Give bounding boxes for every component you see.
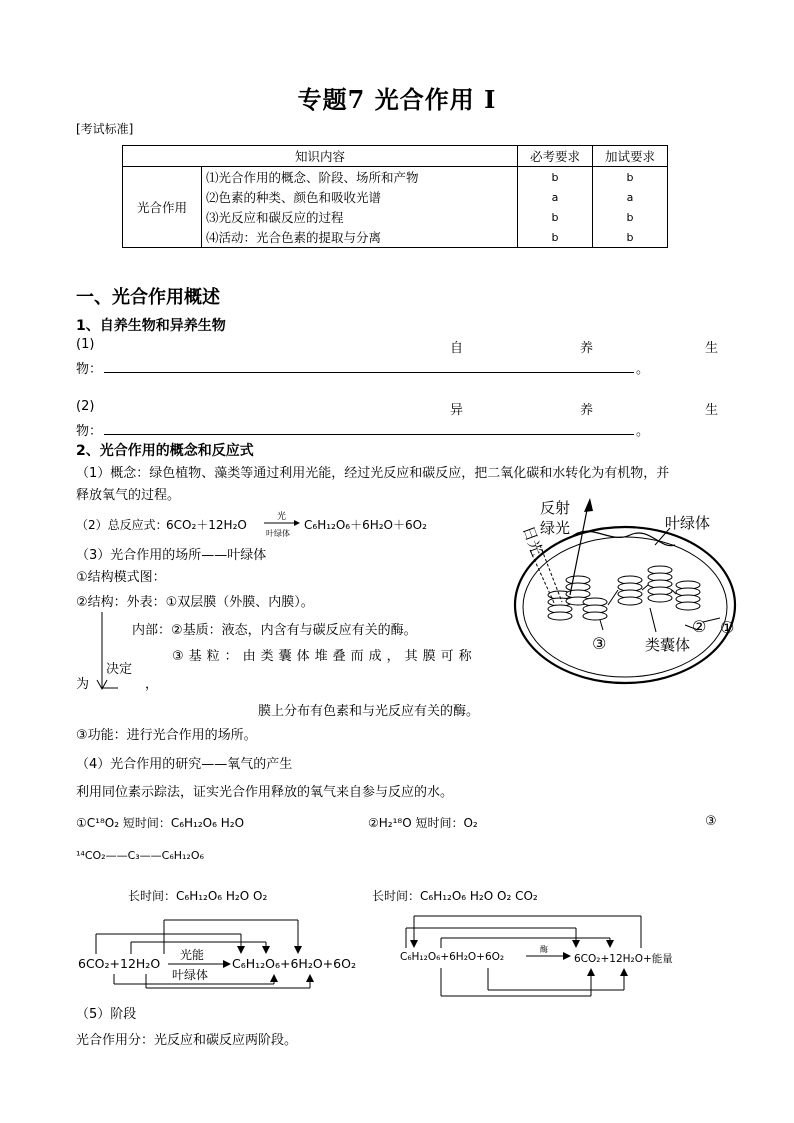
- label-chloroplast: 叶绿体: [665, 514, 711, 532]
- equation-right: C₆H₁₂O₆＋6H₂O＋6O₂: [304, 518, 427, 532]
- chloroplast-diagram: [500, 490, 750, 690]
- question-1-num: (1): [76, 337, 95, 352]
- function-line: ③功能：进行光合作用的场所。: [76, 728, 257, 743]
- long-time-2: 长时间：C₆H₁₂O₆ H₂O O₂ CO₂: [372, 889, 538, 903]
- diagram1-over: 光能: [180, 948, 205, 962]
- structure-outer: ②结构：外表：①双层膜（外膜、内膜）。: [76, 595, 314, 610]
- concept-line: （1）概念：绿色植物、藻类等通过利用光能，经过光反应和碳反应，把二氧化碳和水转化为有机物，并: [76, 466, 670, 481]
- site-heading: （3）光合作用的场所——叶绿体: [76, 548, 267, 563]
- question-2-period: 。: [636, 424, 650, 439]
- diagram2-left: C₆H₁₂O₆+6H₂O+6O₂: [400, 951, 505, 963]
- experiment-3: ③: [705, 814, 717, 829]
- photosynthesis-diagram: [76, 912, 366, 992]
- label-n1: ①: [720, 618, 735, 637]
- question-1-word-b: 养: [580, 341, 594, 356]
- long-time-1: 长时间：C₆H₁₂O₆ H₂O O₂: [128, 889, 268, 903]
- question-1-end: 物：: [76, 362, 103, 377]
- equation-under: 叶绿体: [266, 529, 290, 538]
- diagram2-over: 酶: [540, 945, 548, 954]
- question-2-word-a: 异: [450, 403, 464, 418]
- table-row-extra: a: [593, 187, 668, 207]
- table-row-required: b: [518, 207, 593, 227]
- answer-blank[interactable]: [104, 434, 634, 435]
- diagram1-left: 6CO₂+12H₂O: [78, 956, 161, 971]
- section-heading: 一、光合作用概述: [76, 287, 220, 308]
- grana-line-2: 膜上分布有色素和与光反应有关的酶。: [258, 704, 480, 719]
- label-n2: ②: [692, 617, 707, 636]
- table-header-extra: 加试要求: [593, 146, 668, 167]
- stage-line: 光合作用分：光反应和碳反应两阶段。: [76, 1033, 298, 1048]
- structure-model: ①结构模式图：: [76, 570, 166, 585]
- label-sunlight: 日光: [518, 523, 547, 558]
- table-row-required: b: [518, 167, 593, 188]
- label-n3: ③: [592, 634, 607, 653]
- decide-arrow: [90, 610, 120, 692]
- equation-over: 光: [277, 512, 287, 522]
- question-1-word-c: 生: [705, 341, 719, 356]
- table-row-extra: b: [593, 207, 668, 227]
- question-2-word-c: 生: [705, 403, 719, 418]
- experiment-2: ②H₂¹⁸O 短时间：O₂: [368, 816, 478, 830]
- subsection-heading: 1、自养生物和异养生物: [76, 318, 226, 334]
- research-heading: （4）光合作用的研究——氧气的产生: [76, 757, 293, 772]
- table-row-content: ⑷活动：光合色素的提取与分离: [202, 227, 518, 248]
- equation-left: 6CO₂＋12H₂O: [166, 518, 247, 532]
- table-row-required: a: [518, 187, 593, 207]
- label-thylakoid: 类囊体: [645, 636, 691, 654]
- exam-standard-label: [考试标准]: [76, 122, 134, 136]
- equation-label: （2）总反应式：: [76, 518, 168, 532]
- page-title: 专题7 光合作用 Ⅰ: [297, 85, 497, 114]
- stage-heading: （5）阶段: [76, 1007, 137, 1022]
- isotope-line: 利用同位素示踪法，证实光合作用释放的氧气来自参与反应的水。: [76, 785, 454, 800]
- concept-line: 释放氧气的过程。: [76, 488, 181, 503]
- experiment-1: ①C¹⁸O₂ 短时间：C₆H₁₂O₆ H₂O: [76, 816, 245, 830]
- grana-line: ③基粒：由类囊体堆叠而成，其膜可称: [172, 649, 477, 664]
- diagram1-right: C₆H₁₂O₆+6H₂O+6O₂: [232, 956, 356, 971]
- question-1-period: 。: [636, 362, 650, 377]
- question-1-word-a: 自: [450, 341, 464, 356]
- question-2-num: (2): [76, 399, 95, 414]
- table-row-content: ⑶光反应和碳反应的过程: [202, 207, 518, 227]
- table-row-content: ⑴光合作用的概念、阶段、场所和产物: [202, 167, 518, 188]
- diagram2-right: 6CO₂+12H₂O+能量: [574, 953, 673, 965]
- table-row-extra: b: [593, 227, 668, 248]
- table-row-extra: b: [593, 167, 668, 188]
- table-row-content: ⑵色素的种类、颜色和吸收光谱: [202, 187, 518, 207]
- standard-table: [122, 145, 668, 248]
- subsection-heading: 2、光合作用的概念和反应式: [76, 443, 254, 459]
- question-2-word-b: 养: [580, 403, 594, 418]
- label-green-light: 绿光: [540, 519, 571, 537]
- answer-blank[interactable]: [104, 372, 634, 373]
- decide-label: 决定: [106, 662, 133, 677]
- wei-label: 为: [76, 677, 90, 692]
- label-reflect: 反射: [540, 499, 571, 517]
- structure-inner: 内部：②基质：液态，内含有与碳反应有关的酶。: [132, 623, 417, 638]
- comma: ，: [145, 677, 159, 692]
- table-header-content: 知识内容: [123, 146, 518, 167]
- equation-arrow: [262, 518, 302, 528]
- table-topic: 光合作用: [123, 167, 202, 248]
- table-row-required: b: [518, 227, 593, 248]
- diagram1-under: 叶绿体: [172, 968, 209, 982]
- table-header-required: 必考要求: [518, 146, 593, 167]
- experiment-line-2: ¹⁴CO₂——C₃——C₆H₁₂O₆: [76, 849, 204, 862]
- question-2-end: 物：: [76, 424, 103, 439]
